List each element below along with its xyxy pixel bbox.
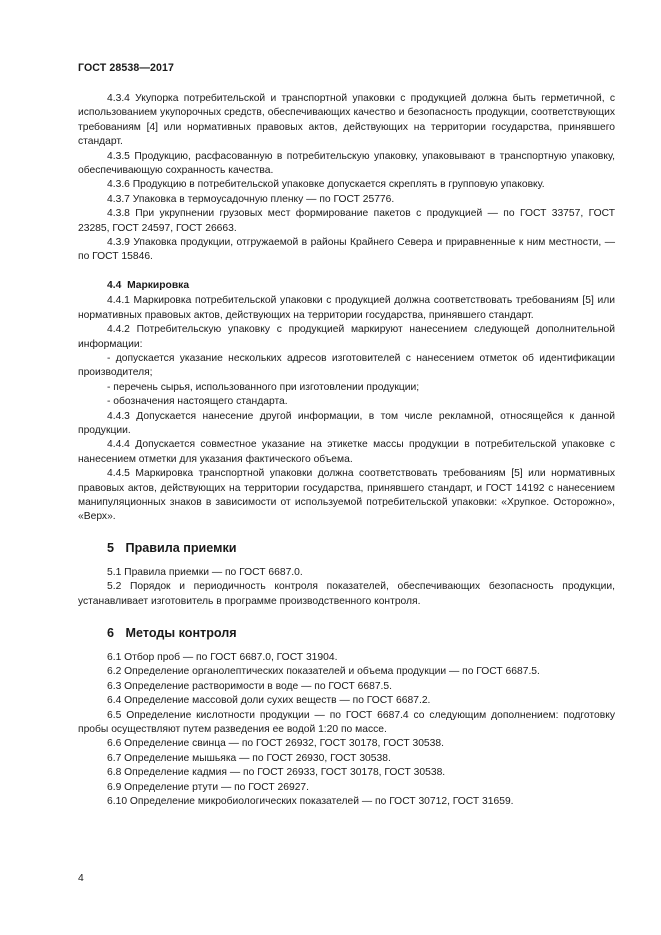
section-heading-5	[78, 540, 615, 556]
list-item: - допускается указание нескольких адресов изготовителей с нанесением отметок об идентификации производителя;	[78, 352, 615, 379]
clause-4-3-4: 4.3.4 Укупорка потребительской и транспортной упаковки с продукцией должна быть герметичной, с использованием укупорочных средств, обеспечивающих качество и безопасность продукции, соответствующих требованиям [4] или нормативных правовых актов, действующих на территории государства, принявшего стандарт.	[78, 93, 615, 148]
clause-4-3-8: 4.3.8 При укрупнении грузовых мест формирование пакетов с продукцией — по ГОСТ 33757, ГОСТ 23285, ГОСТ 24597, ГОСТ 26663.	[78, 208, 615, 234]
clause-6-8: 6.8 Определение кадмия — по ГОСТ 26933, ГОСТ 30178, ГОСТ 30538.	[107, 767, 446, 779]
clause-6-6: 6.6 Определение свинца — по ГОСТ 26932, ГОСТ 30178, ГОСТ 30538.	[107, 738, 444, 750]
clause-6-10: 6.10 Определение микробиологических показателей — по ГОСТ 30712, ГОСТ 31659.	[107, 796, 514, 808]
clause-6-4: 6.4 Определение массовой доли сухих веществ — по ГОСТ 6687.2.	[107, 695, 431, 707]
section-title: Правила приемки	[125, 540, 237, 555]
clause-4-4-5: 4.4.5 Маркировка транспортной упаковки должна соответствовать требованиям [5] или нормативных правовых актов, действующих на территории государства, принявшего стандарт, и ГОСТ 14192 с нанесением манипуляционных знаков в зависимости от используемой потребительской упаковки: «Хрупкое. Осторожно», «Верх».	[78, 468, 615, 523]
subsection-heading-4-4	[78, 279, 615, 293]
clause-4-4-4: 4.4.4 Допускается совместное указание на этикетке массы продукции в потребительской упаковке с нанесением отметки для указания фактического объема.	[78, 439, 615, 465]
page-number: 4	[78, 873, 84, 884]
clause-4-4-2: 4.4.2 Потребительскую упаковку с продукцией маркируют нанесением следующей дополнительной информации:	[78, 324, 615, 350]
clause-6-5: 6.5 Определение кислотности продукции — по ГОСТ 6687.4 со следующим дополнением: подготовку пробы осуществляют путем разведения ее водой 1:20 по массе.	[78, 709, 615, 736]
clause-6-1: 6.1 Отбор проб — по ГОСТ 6687.0, ГОСТ 31904.	[107, 652, 338, 663]
document-code: ГОСТ 28538—2017	[78, 62, 175, 74]
clause-4-3-7: 4.3.7 Упаковка в термоусадочную пленку — по ГОСТ 25776.	[107, 193, 395, 205]
clause-4-4-1: 4.4.1 Маркировка потребительской упаковки с продукцией должна соответствовать требованиям [5] или нормативных правовых актов, действующих на территории государства, принявшего стандарт.	[78, 295, 615, 321]
list-item: - обозначения настоящего стандарта.	[107, 396, 288, 408]
clause-6-2: 6.2 Определение органолептических показателей и объема продукции — по ГОСТ 6687.5.	[107, 666, 540, 678]
subsection-number: 4.4	[107, 279, 122, 291]
section-title: Методы контроля	[125, 626, 237, 640]
section-heading-6	[78, 625, 615, 641]
section-number: 6	[107, 626, 115, 640]
clause-5-1: 5.1 Правила приемки — по ГОСТ 6687.0.	[107, 566, 303, 578]
section-number: 5	[107, 540, 115, 555]
subsection-title: Маркировка	[127, 279, 190, 291]
list-item: - перечень сырья, использованного при изготовлении продукции;	[107, 381, 420, 393]
page-body	[78, 92, 615, 809]
clause-6-7: 6.7 Определение мышьяка — по ГОСТ 26930, ГОСТ 30538.	[107, 752, 391, 764]
clause-4-3-6: 4.3.6 Продукцию в потребительской упаковке допускается скреплять в групповую упаковку.	[107, 179, 545, 191]
clause-4-3-5: 4.3.5 Продукцию, расфасованную в потребительскую упаковку, упаковывают в транспортную упаковку, обеспечивающую сохранность качества.	[78, 150, 615, 177]
clause-6-3: 6.3 Определение растворимости в воде — по ГОСТ 6687.5.	[107, 680, 393, 692]
clause-4-4-3: 4.4.3 Допускается нанесение другой информации, в том числе рекламной, относящейся к данной продукции.	[78, 410, 615, 436]
clause-5-2: 5.2 Порядок и периодичность контроля показателей, обеспечивающих безопасность продукции, устанавливает изготовитель в программе производственного контроля.	[78, 581, 615, 607]
clause-6-9: 6.9 Определение ртути — по ГОСТ 26927.	[107, 781, 310, 793]
clause-4-3-9: 4.3.9 Упаковка продукции, отгружаемой в районы Крайнего Севера и приравненные к ним местности, — по ГОСТ 15846.	[78, 237, 615, 263]
